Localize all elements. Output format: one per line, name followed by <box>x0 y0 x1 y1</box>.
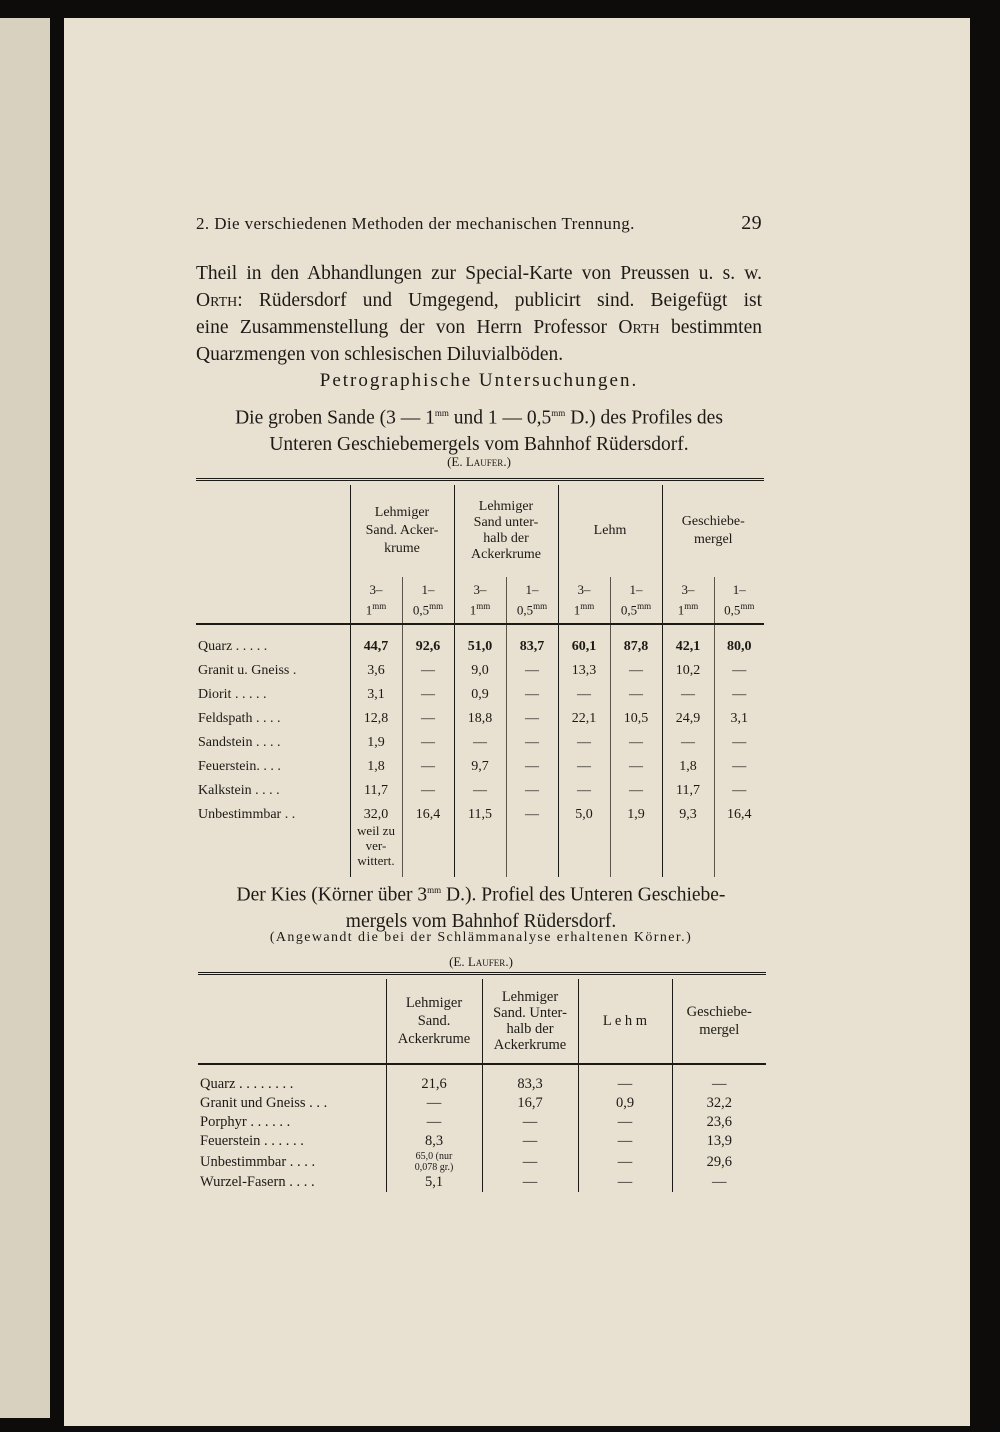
kies-method-note: (Angewandt die bei der Schlämmanalyse erhaltenen Körner.) <box>269 930 693 945</box>
row-label: Unbestimmbar . . . . <box>200 1153 316 1170</box>
attr-open: (E. <box>449 954 468 969</box>
row-label: Quarz . . . . . . . . <box>200 1076 294 1092</box>
caption-text: und 1 — 0,5 <box>448 407 552 429</box>
sub-1-05mm: 1– $0,5^{mm}$ <box>506 577 558 624</box>
label-column-header <box>196 485 350 577</box>
table-cell: 1,9 <box>610 803 662 877</box>
table-cell: 80,0 <box>714 635 764 659</box>
row-label: Unbestimmbar . . <box>198 807 296 822</box>
table-row <box>198 1151 766 1173</box>
running-header <box>196 214 762 234</box>
attr-close: .) <box>505 954 513 969</box>
table-cell: 1,8 <box>350 755 402 779</box>
label-column-header <box>198 979 386 1064</box>
table-cell: — <box>482 1173 578 1192</box>
table-cell: — <box>578 1151 672 1173</box>
row-label: Wurzel-Fasern . . . . <box>200 1174 315 1190</box>
table-cell: — <box>506 731 558 755</box>
sub-3-1mm: 3– $1^{mm}$ <box>454 577 506 624</box>
table-cell: — <box>454 731 506 755</box>
group-geschiebemergel: Geschiebe- mergel <box>672 979 766 1064</box>
table-row <box>196 731 764 755</box>
table-cell: — <box>578 1132 672 1151</box>
table-cell: — <box>610 683 662 707</box>
kies-heading-line-1 <box>196 877 766 909</box>
intro-paragraph <box>196 260 762 368</box>
table-cell: — <box>402 755 454 779</box>
table-cell: 12,8 <box>350 707 402 731</box>
kies-heading <box>196 877 766 935</box>
table-cell: 11,7 <box>662 779 714 803</box>
table-cell: 16,4 <box>402 803 454 877</box>
cell-note: ver- <box>365 838 387 853</box>
table-row <box>196 803 764 877</box>
table-cell: 8,3 <box>386 1132 482 1151</box>
table-cell: 3,1 <box>714 707 764 731</box>
table-cell: 22,1 <box>558 707 610 731</box>
table-row <box>196 659 764 683</box>
table-cell: 83,7 <box>506 635 558 659</box>
table-cell: 11,5 <box>454 803 506 877</box>
table-cell: 1,8 <box>662 755 714 779</box>
table-cell: 13,3 <box>558 659 610 683</box>
table-cell: — <box>402 659 454 683</box>
table-cell: 13,9 <box>672 1132 766 1151</box>
table-cell: 51,0 <box>454 635 506 659</box>
sub-3-1mm: 3– $1^{mm}$ <box>558 577 610 624</box>
group-geschiebemergel: Geschiebe- mergel <box>662 485 764 577</box>
table-cell: 65,0 (nur 0,078 gr.) <box>386 1151 482 1173</box>
table-cell: — <box>506 779 558 803</box>
table-cell: 9,7 <box>454 755 506 779</box>
unit-mm: mm <box>427 885 442 895</box>
table-cell: 0,9 <box>454 683 506 707</box>
table-row <box>196 707 764 731</box>
running-title: 2. Die verschiedenen Methoden der mechanischen Trennung. <box>196 214 635 233</box>
page-number: 29 <box>741 212 762 234</box>
intro-line-3-post: bestimmten <box>671 317 763 338</box>
unit-mm: mm <box>434 408 449 418</box>
kies-heading-line-2: mergels vom Bahnhof Rüdersdorf. <box>345 910 617 932</box>
table-cell: 87,8 <box>610 635 662 659</box>
row-label: Feuerstein . . . . . . <box>200 1133 304 1149</box>
table1-caption-line-1 <box>196 400 762 432</box>
row-label: Granit und Gneiss . . . <box>200 1095 328 1111</box>
table-cell: — <box>610 659 662 683</box>
table-cell: — <box>506 683 558 707</box>
table1-caption <box>196 400 762 458</box>
table-row <box>196 635 764 659</box>
table-row <box>198 1075 766 1094</box>
sub-1-05mm: 1– $0,5^{mm}$ <box>610 577 662 624</box>
label-column-sub <box>196 577 350 624</box>
group-lehm: Lehm <box>558 485 662 577</box>
table-cell: 10,5 <box>610 707 662 731</box>
table-cell: — <box>578 1075 672 1094</box>
table-cell: 1,9 <box>350 731 402 755</box>
sub-1-05mm: 1– $0,5^{mm}$ <box>402 577 454 624</box>
sub-3-1mm: 3– $1^{mm}$ <box>662 577 714 624</box>
table-row <box>196 779 764 803</box>
attr-open: (E. <box>447 454 466 469</box>
caption-text: D.) des Profiles des <box>565 407 723 429</box>
table-cell: — <box>402 779 454 803</box>
table-cell: 60,1 <box>558 635 610 659</box>
intro-line-4: Quarzmengen von schlesischen Diluvialböden. <box>196 344 564 365</box>
table-cell: 3,6 <box>350 659 402 683</box>
table-row <box>198 1132 766 1151</box>
table-cell: — <box>402 731 454 755</box>
table-cell: 42,1 <box>662 635 714 659</box>
table-cell: — <box>386 1113 482 1132</box>
table-cell: — <box>610 755 662 779</box>
table-row <box>196 755 764 779</box>
table-cell: — <box>506 803 558 877</box>
table-cell: 11,7 <box>350 779 402 803</box>
table-cell: 21,6 <box>386 1075 482 1094</box>
adjacent-page-edge <box>0 18 50 1418</box>
sub-1-05mm: 1– $0,5^{mm}$ <box>714 577 764 624</box>
table-cell: — <box>482 1151 578 1173</box>
table-cell: 92,6 <box>402 635 454 659</box>
table1-caption-line-2: Unteren Geschiebemergels vom Bahnhof Rüdersdorf. <box>269 433 689 455</box>
heading-text: Der Kies (Körner über 3 <box>236 884 428 906</box>
row-label: Porphyr . . . . . . <box>200 1114 291 1130</box>
row-label: Sandstein . . . . <box>198 735 281 750</box>
table1-group-header <box>196 485 764 577</box>
caption-text: Die groben Sande (3 — 1 <box>235 407 435 429</box>
table-cell: 16,4 <box>714 803 764 877</box>
table-cell: — <box>662 683 714 707</box>
table-cell: 9,0 <box>454 659 506 683</box>
group-lehm: L e h m <box>578 979 672 1064</box>
table-cell: — <box>482 1132 578 1151</box>
intro-line-2 <box>196 287 762 314</box>
table-cell: — <box>506 755 558 779</box>
table-cell: — <box>714 683 764 707</box>
table-cell: 18,8 <box>454 707 506 731</box>
heading-text: D.). Profiel des Unteren Geschiebe- <box>441 884 726 906</box>
group-lehmiger-sand-unterhalb: Lehmiger Sand unter- halb der Ackerkrume <box>454 485 558 577</box>
table-cell: — <box>506 659 558 683</box>
table-cell: 23,6 <box>672 1113 766 1132</box>
intro-line-1: Theil in den Abhandlungen zur Special-Karte von Preussen u. s. w. <box>196 263 762 284</box>
table-coarse-sands <box>196 478 764 877</box>
table-row <box>196 683 764 707</box>
row-label: Granit u. Gneiss . <box>198 663 297 678</box>
table-cell: — <box>714 659 764 683</box>
table-cell: — <box>558 779 610 803</box>
row-label: Feuerstein. . . . <box>198 759 281 774</box>
table-cell: 44,7 <box>350 635 402 659</box>
table-row <box>198 1094 766 1113</box>
table-cell: 16,7 <box>482 1094 578 1113</box>
author-name: Orth <box>618 317 660 338</box>
row-label: Feldspath . . . . <box>198 711 281 726</box>
attr-name: Laufer <box>465 454 504 469</box>
table-cell: — <box>714 755 764 779</box>
table-cell: — <box>672 1173 766 1192</box>
intro-line-2-text: : Rüdersdorf und Umgegend, publicirt sind. Beigefügt ist <box>237 290 762 311</box>
table-cell: — <box>578 1173 672 1192</box>
group-lehmiger-sand-unterhalb: Lehmiger Sand. Unter- halb der Ackerkrume <box>482 979 578 1064</box>
author-name: Orth <box>196 290 238 311</box>
table-cell: 10,2 <box>662 659 714 683</box>
table2-group-header <box>198 979 766 1064</box>
table1-attribution <box>196 454 762 470</box>
sub-3-1mm: 3– $1^{mm}$ <box>350 577 402 624</box>
table-cell: 32,2 <box>672 1094 766 1113</box>
table-cell: — <box>714 779 764 803</box>
table-cell: — <box>482 1113 578 1132</box>
attr-name: Laufer <box>467 954 506 969</box>
table1-subheader <box>196 577 764 624</box>
table-cell: 5,0 <box>558 803 610 877</box>
section-heading: Petrographische Untersuchungen. <box>319 370 639 391</box>
table-cell: — <box>558 755 610 779</box>
table-cell: — <box>558 731 610 755</box>
table-cell: 0,9 <box>578 1094 672 1113</box>
table-cell: 32,0 weil zu ver- wittert. <box>350 803 402 877</box>
table-row <box>198 1173 766 1192</box>
table-cell: — <box>386 1094 482 1113</box>
row-label: Diorit . . . . . <box>198 687 267 702</box>
table-cell: — <box>506 707 558 731</box>
table-cell: — <box>402 707 454 731</box>
table-row <box>198 1113 766 1132</box>
unit-mm: mm <box>551 408 566 418</box>
group-lehmiger-sand-ackerkrume: Lehmiger Sand. Ackerkrume <box>386 979 482 1064</box>
table-cell: 29,6 <box>672 1151 766 1173</box>
cell-note: weil zu <box>357 823 395 838</box>
table2-attribution <box>196 954 766 970</box>
table-gravel <box>198 972 766 1192</box>
table-cell: — <box>578 1113 672 1132</box>
table-cell: — <box>610 779 662 803</box>
table-cell: — <box>714 731 764 755</box>
table-cell: — <box>402 683 454 707</box>
row-label: Quarz . . . . . <box>198 639 268 654</box>
table-cell: 83,3 <box>482 1075 578 1094</box>
table-cell: — <box>662 731 714 755</box>
group-lehmiger-sand-ackerkrume: Lehmiger Sand. Acker- krume <box>350 485 454 577</box>
table-cell: — <box>672 1075 766 1094</box>
table-cell: — <box>610 731 662 755</box>
attr-close: .) <box>503 454 511 469</box>
table-cell: — <box>454 779 506 803</box>
row-label: Kalkstein . . . . <box>198 783 280 798</box>
table-cell: 5,1 <box>386 1173 482 1192</box>
table-cell: 9,3 <box>662 803 714 877</box>
table-cell: 24,9 <box>662 707 714 731</box>
intro-line-3 <box>196 314 762 341</box>
table-cell: 3,1 <box>350 683 402 707</box>
intro-line-3-pre: eine Zusammenstellung der von Herrn Professor <box>196 317 608 338</box>
table-cell: — <box>558 683 610 707</box>
cell-note: wittert. <box>357 853 395 868</box>
